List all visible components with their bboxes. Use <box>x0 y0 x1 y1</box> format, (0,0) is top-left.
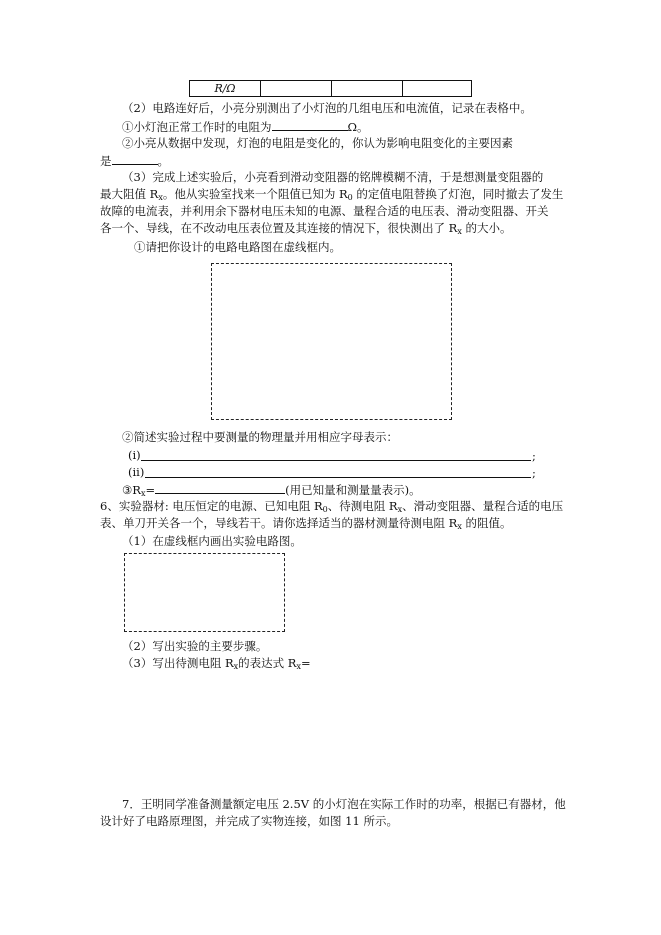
q6-text: 6、实验器材: 电压恒定的电源、已知电阻 R <box>100 499 323 513</box>
q2-item2-post: 。 <box>157 154 169 168</box>
q6-sub1: （1）在虚线框内画出实验电路图。 <box>122 534 302 548</box>
subscript: x <box>140 489 146 498</box>
q3-line1: （3）完成上述实验后，小亮看到滑动变阻器的铭牌模糊不清，于是想测量变阻器的 <box>122 170 544 184</box>
q6-text: 、滑动变阻器、量程合适的电压 <box>402 499 564 513</box>
q6-text: 的表达式 R <box>238 656 297 670</box>
q2-item2-pre: 是 <box>100 154 112 168</box>
q6-text: 的阻值。 <box>461 516 512 530</box>
step-i-label: (i) <box>128 448 141 462</box>
table-header-cell: R/Ω <box>190 81 261 97</box>
subscript: 0 <box>322 505 328 514</box>
q2-item1-unit: Ω。 <box>347 120 369 134</box>
q3-text: 的定值电阻替换了灯泡，同时撤去了发生 <box>352 187 564 201</box>
subscript: x <box>457 227 462 236</box>
answer-blank[interactable] <box>155 481 285 494</box>
q3-text: 的大小。 <box>461 221 512 235</box>
subscript: x <box>158 193 163 202</box>
q6-text: = <box>301 656 311 670</box>
q3-text: 各一个、导线，在不改动电压表位置及其连接的情况下，很快测出了 R <box>100 221 458 235</box>
q3-text: 。他从实验室找来一个阻值已知为 R <box>162 187 348 201</box>
subscript: 0 <box>347 193 353 202</box>
q3-text: ③R <box>122 483 141 497</box>
semicolon: ; <box>532 466 536 480</box>
subscript: x <box>397 505 403 514</box>
q6-text: 、待测电阻 R <box>327 499 398 513</box>
q3-line3: 故障的电流表，并利用余下器材电压未知的电源、量程合适的电压表、滑动变阻器、开关 <box>100 204 549 218</box>
answer-blank[interactable] <box>112 152 158 165</box>
answer-line[interactable] <box>145 477 531 478</box>
q6-text: 表、单刀开关各一个，导线若干。请你选择适当的器材测量待测电阻 R <box>100 516 458 530</box>
q3-item2: ②简述实验过程中要测量的物理量并用相应字母表示： <box>122 430 398 444</box>
table-row <box>190 81 472 97</box>
q3-text: = <box>145 483 156 497</box>
q2-item1 <box>122 118 369 135</box>
q7-line1: 7．王明同学准备测量额定电压 2.5V 的小灯泡在实际工作时的功率，根据已有器材，他 <box>122 797 566 811</box>
q2-item1-text: ①小灯泡正常工作时的电阻为 <box>122 120 272 134</box>
q3-text: (用已知量和测量量表示)。 <box>285 483 421 497</box>
resistance-table <box>189 80 472 97</box>
subscript: x <box>296 662 301 671</box>
circuit-diagram-box[interactable] <box>211 263 452 420</box>
answer-line[interactable] <box>141 460 531 461</box>
q6-sub3 <box>122 655 311 675</box>
table-cell <box>403 81 472 97</box>
table-cell <box>332 81 403 97</box>
q2-item2-line1: ②小亮从数据中发现，灯泡的电阻是变化的，你认为影响电阻变化的主要因素 <box>122 136 513 150</box>
circuit-diagram-box[interactable] <box>124 553 285 632</box>
answer-blank[interactable] <box>272 118 348 131</box>
q2-item2-line2 <box>100 152 169 169</box>
q2-intro: （2）电路连好后，小亮分别测出了小灯泡的几组电压和电流值，记录在表格中。 <box>122 101 532 115</box>
q6-sub2: （2）写出实验的主要步骤。 <box>122 639 268 653</box>
step-ii-label: (ii) <box>128 465 145 479</box>
q7-line2: 设计好了电路原理图，并完成了实物连接，如图 11 所示。 <box>100 814 398 828</box>
q3-line4 <box>100 220 511 240</box>
subscript: x <box>457 522 462 531</box>
subscript: x <box>233 662 239 671</box>
q6-line2 <box>100 515 511 535</box>
q3-item1: ①请把你设计的电路电路图在虚线框内。 <box>134 240 341 254</box>
q6-text: （3）写出待测电阻 R <box>122 656 234 670</box>
table-cell <box>261 81 332 97</box>
q3-text: 最大阻值 R <box>100 187 159 201</box>
semicolon: ; <box>532 449 536 463</box>
